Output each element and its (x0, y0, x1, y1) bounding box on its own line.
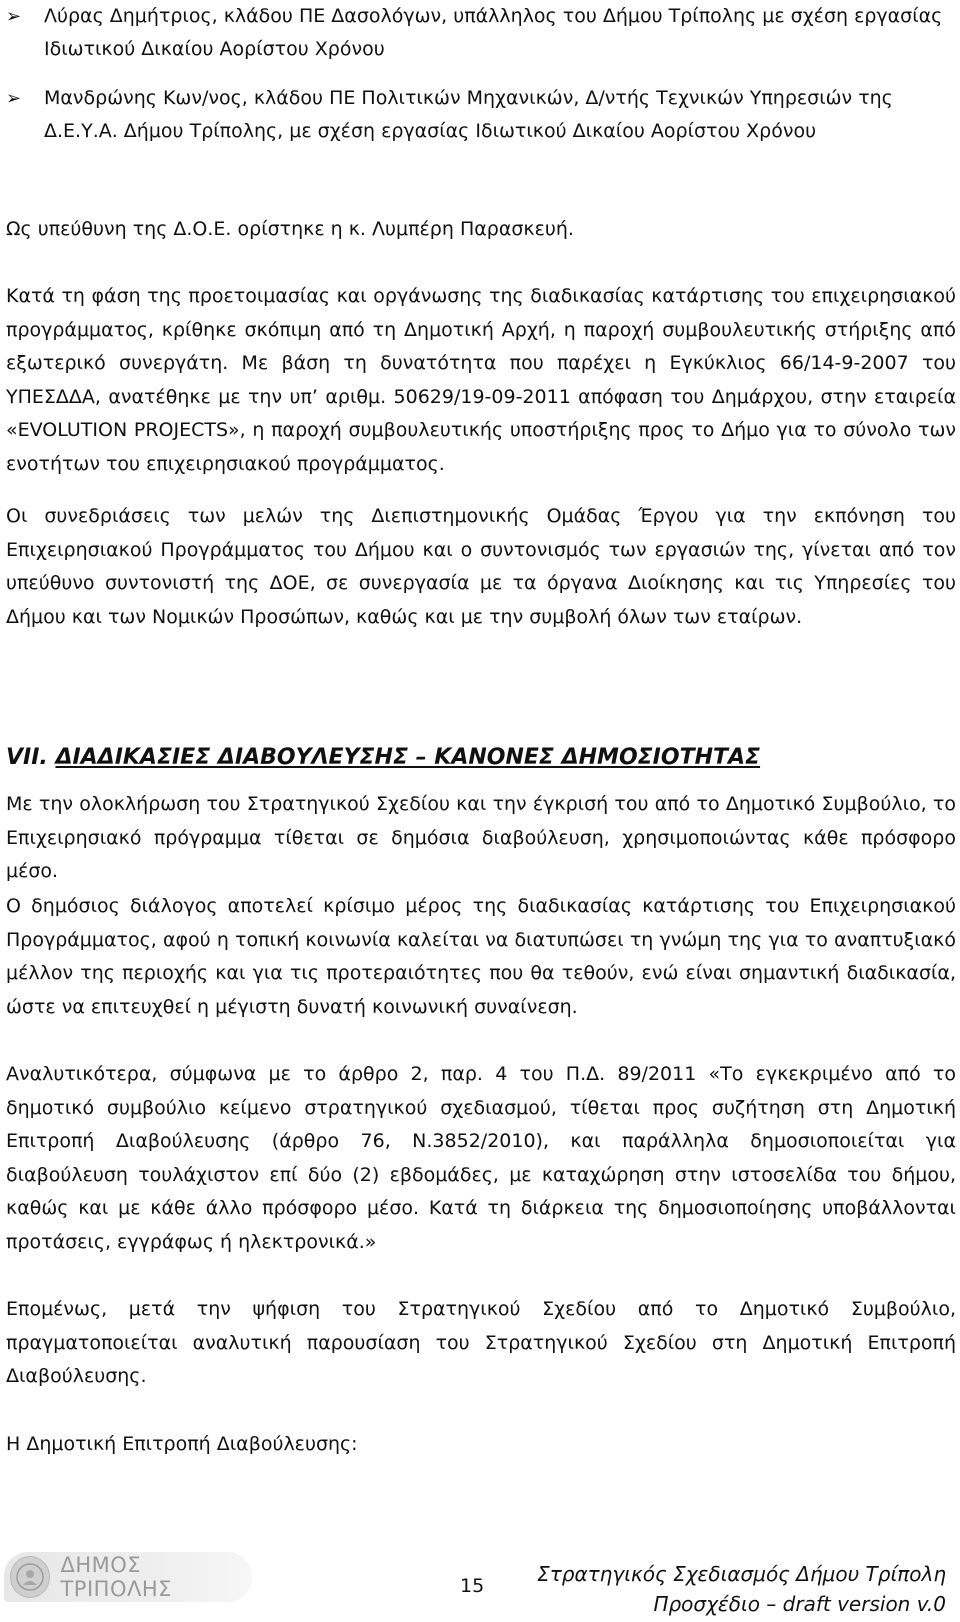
paragraph-committee: Η Δημοτική Επιτροπή Διαβούλευσης: (6, 1433, 358, 1455)
municipal-seal-icon (10, 1556, 50, 1598)
section-number: VII. (6, 745, 48, 770)
section-title: ΔΙΑΔΙΚΑΣΙΕΣ ΔΙΑΒΟΥΛΕΥΣΗΣ – ΚΑΝΟΝΕΣ ΔΗΜΟΣΙΟΤΗΤΑΣ (55, 745, 761, 770)
arrow-bullet-icon: ➢ (6, 88, 22, 109)
logo-text: ΔΗΜΟΣ ΤΡΙΠΟΛΗΣ (60, 1553, 172, 1601)
paragraph-meetings: Οι συνεδριάσεις των μελών της Διεπιστημονικής Ομάδας Έργου για την εκπόνηση του Επιχειρησιακού Προγράμματος του Δήμου και ο συντονισμός των εργασιών της, γίνεται από τον υπεύθυνο συντονιστή της ΔΟΕ, σε συνεργασία με τα όργανα Διοίκησης και τις Υπηρεσίες του Δήμου και των Νομικών Προσώπων, καθώς και με την συμβολή όλων των εταίρων. (6, 505, 956, 628)
paragraph-presentation: Επομένως, μετά την ψήφιση του Στρατηγικού Σχεδίου από το Δημοτικό Συμβούλιο, πραγματοποιείται αναλυτική παρουσίαση του Στρατηγικού Σχεδίου στη Δημοτική Επιτροπή Διαβούλευσης. (6, 1298, 956, 1388)
footer-document-info (537, 1559, 946, 1619)
paragraph-consultant: Κατά τη φάση της προετοιμασίας και οργάνωσης της διαδικασίας κατάρτισης του επιχειρησιακού προγράμματος, κρίθηκε σκόπιμη από τη Δημοτική Αρχή, η παροχή συμβουλευτικής στήριξης από εξωτερικό συνεργάτη. Με βάση τη δυνατότητα που παρέχει η Εγκύκλιος 66/14-9-2007 του ΥΠΕΣΔΔΑ, ανατέθηκε με την υπ’ αριθμ. 50629/19-09-2011 απόφαση του Δημάρχου, στην εταιρεία «EVOLUTION PROJECTS», η παροχή συμβουλευτικής υποστήριξης προς το Δήμο για το σύνολο των ενοτήτων του επιχειρησιακού προγράμματος. (6, 285, 956, 475)
municipality-logo (4, 1552, 252, 1602)
document-title: Στρατηγικός Σχεδιασμός Δήμου Τρίπολη (537, 1562, 946, 1586)
list-item-text: Λύρας Δημήτριος, κλάδου ΠΕ Δασολόγων, υπάλληλος του Δήμου Τρίπολης με σχέση εργασίας Ιδιωτικού Δικαίου Αορίστου Χρόνου (44, 5, 943, 60)
paragraph-consultation: Με την ολοκλήρωση του Στρατηγικού Σχεδίου και την έγκρισή του από το Δημοτικό Συμβούλιο, το Επιχειρησιακό πρόγραμμα τίθεται σε δημόσια διαβούλευση, χρησιμοποιώντας κάθε πρόσφορο μέσο. (6, 793, 956, 883)
staff-bullet-list (6, 0, 954, 164)
list-item (6, 82, 954, 148)
list-item-text: Μανδρώνης Κων/νος, κλάδου ΠΕ Πολιτικών Μηχανικών, Δ/ντής Τεχνικών Υπηρεσιών της Δ.Ε.Υ.Α. Δήμου Τρίπολης, με σχέση εργασίας Ιδιωτικού Δικαίου Αορίστου Χρόνου (44, 87, 893, 142)
page-number: 15 (460, 1575, 485, 1597)
paragraph-responsible: Ως υπεύθυνη της Δ.Ο.Ε. ορίστηκε η κ. Λυμπέρη Παρασκευή. (6, 218, 574, 240)
paragraph-legal-basis: Αναλυτικότερα, σύμφωνα με το άρθρο 2, παρ. 4 του Π.Δ. 89/2011 «Το εγκεκριμένο από το δημοτικό συμβούλιο κείμενο στρατηγικού σχεδιασμού, τίθεται προς συζήτηση στη Δημοτική Επιτροπή Διαβούλευσης (άρθρο 76, Ν.3852/2010), και παράλληλα δημοσιοποιείται για διαβούλευση τουλάχιστον επί δύο (2) εβδομάδες, με καταχώρηση στην ιστοσελίδα του δήμου, καθώς και με κάθε άλλο πρόσφορο μέσο. Κατά τη διάρκεια της δημοσιοποίησης υποβάλλονται προτάσεις, εγγράφως ή ηλεκτρονικά.» (6, 1063, 956, 1253)
list-item (6, 0, 954, 66)
document-version: Προσχέδιο – draft version v.0 (653, 1592, 946, 1616)
paragraph-public-dialogue: Ο δημόσιος διάλογος αποτελεί κρίσιμο μέρος της διαδικασίας κατάρτισης του Επιχειρησιακού Προγράμματος, αφού η τοπική κοινωνία καλείται να διατυπώσει τη γνώμη της για το αναπτυξιακό μέλλον της περιοχής και για τις προτεραιότητες που θα τεθούν, ενώ είναι σημαντική διαδικασία, ώστε να επιτευχθεί η μέγιστη δυνατή κοινωνική συναίνεση. (6, 895, 956, 1018)
arrow-bullet-icon: ➢ (6, 6, 22, 27)
section-heading (6, 740, 956, 776)
